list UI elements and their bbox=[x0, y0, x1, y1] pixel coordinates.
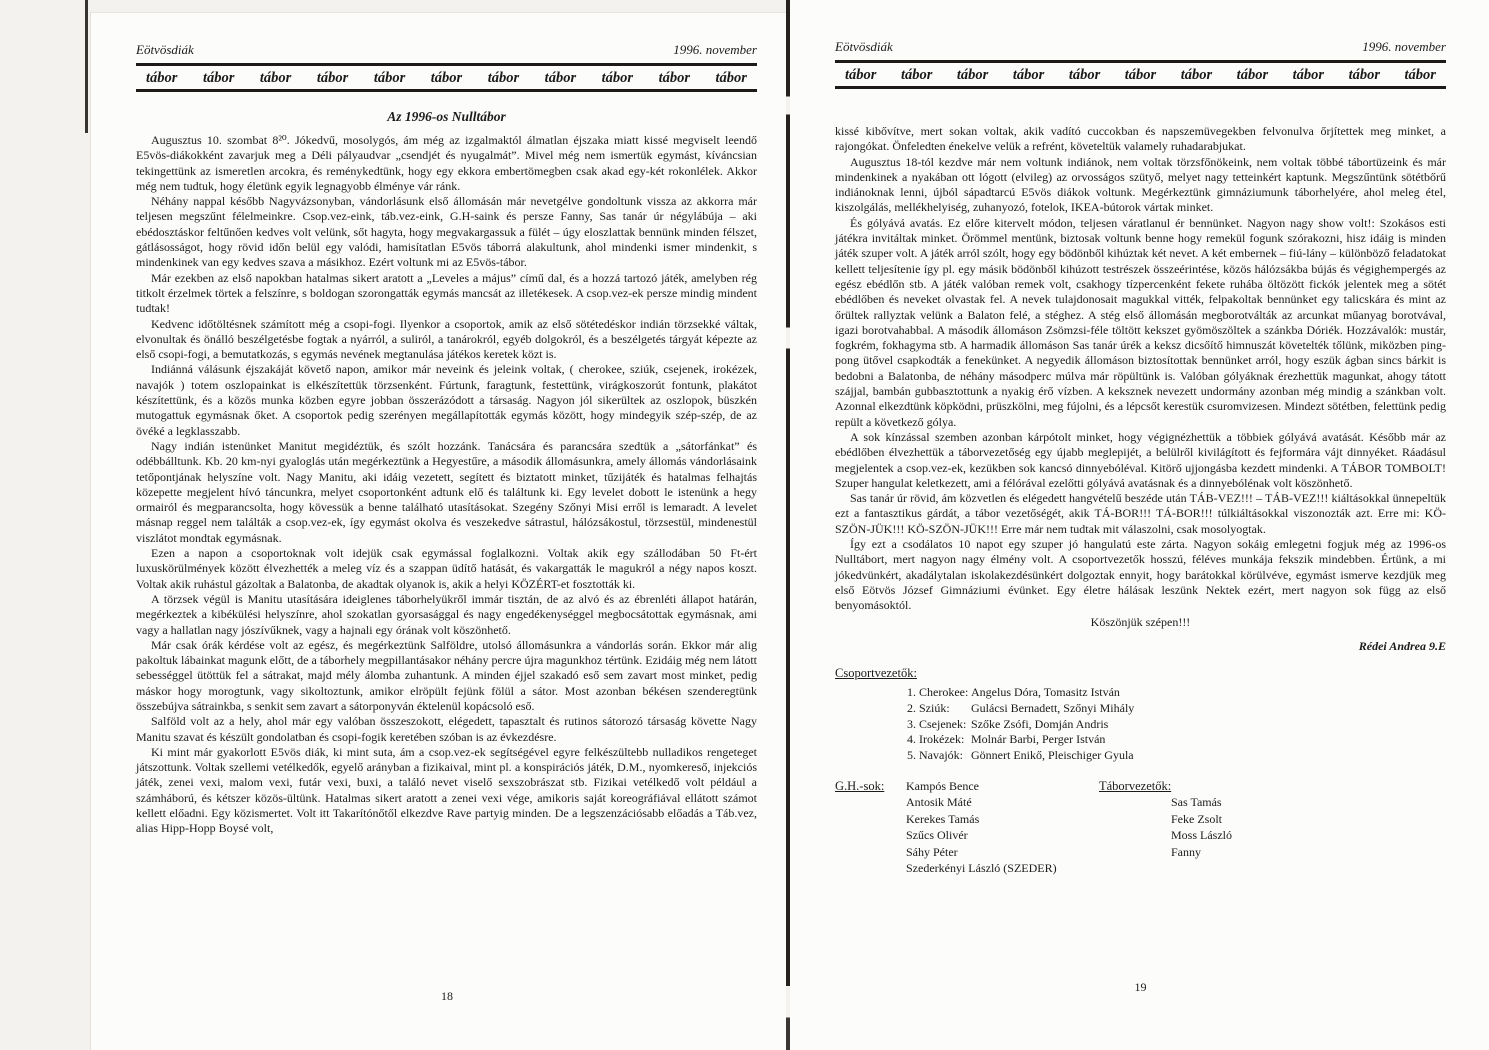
page-18 bbox=[90, 12, 786, 1050]
article-body-left bbox=[136, 133, 757, 837]
leader-names: Gönnert Enikő, Pleischiger Gyula bbox=[971, 748, 1134, 763]
list-item bbox=[907, 732, 1446, 748]
list-item: Szűcs Olivér bbox=[906, 828, 968, 843]
list-item: Antosik Máté bbox=[906, 795, 972, 810]
list-item: Moss László bbox=[1171, 828, 1232, 843]
band-word: tábor bbox=[900, 67, 933, 83]
page-header-left bbox=[136, 43, 757, 56]
paragraph: Augusztus 10. szombat 8²⁰. Jókedvű, mosolygós, ám még az izgalmaktól álmatlan éjszaka miatt kissé megviselt leendő E5vös-diákokként zavarjuk meg a Déli pályaudvar „csendjét és nyugalmát”. Mivel még nem ismertük egymást, kíváncsian tekingettünk az ismeretlen arcokra, és reménykedtünk, hogy egy ekkora embertömegben csak akad egy-két rokonlélek. Akkor még nem tudtuk, hogy életünk egyik legnagyobb élménye vár ránk. bbox=[136, 133, 757, 193]
leader-names: Angelus Dóra, Tomasitz István bbox=[971, 685, 1120, 700]
band-word: tábor bbox=[430, 70, 463, 86]
paragraph: Így ezt a csodálatos 10 napot egy szuper jó hangulatú este zárta. Nagyon sokáig emlegetni fogjuk még az 1996-os Nulltábort, mert nagyon nagy élmény volt. A csoportvezetők hosszú, féléves munkája fekszik mindebben. Értünk, a mi jókedvünkért, akadálytalan iskolakezdésünkért dolgoztak ennyit, hogy barátokkal körülvéve, egymást ismerve kezdjük meg első Eötvös József Gimnáziumi évünket. Egy életre hálásak leszünk Nektek ezért, mert nagyon sok függ az első benyomásoktól. bbox=[835, 537, 1446, 613]
band-word: tábor bbox=[259, 70, 292, 86]
list-item: Sas Tamás bbox=[1171, 795, 1222, 810]
band-word: tábor bbox=[715, 70, 747, 86]
author-signature: Rédei Andrea 9.E bbox=[1358, 638, 1446, 653]
band-word: tábor bbox=[1012, 67, 1045, 83]
list-item bbox=[907, 701, 1446, 717]
paragraph: Ezen a napon a csoportoknak volt idejük csak egymással foglalkozni. Voltak akik egy szállodában 50 Ft-ért luxuskörülmények között élvezhették a meleg víz és a szappan üdítő hatását, és vakargatták le magukról a négy napos koszt. Voltak akik ruhástul gázoltak a Balatonba, de akadtak olyanok is, akik a helyi KÖZÉRT-et fosztották ki. bbox=[136, 546, 757, 591]
group-leaders-section bbox=[835, 666, 1446, 764]
camp-leaders-section bbox=[1099, 778, 1232, 876]
list-item: Sáhy Péter bbox=[906, 844, 958, 859]
band-word: tábor bbox=[316, 70, 349, 86]
tribe-label: 3. Csejenek: bbox=[907, 716, 967, 731]
article-title: Az 1996-os Nulltábor bbox=[387, 109, 506, 124]
tribe-label: 4. Irokézek: bbox=[907, 732, 965, 747]
journal-title: Eötvösdiák bbox=[835, 39, 893, 54]
article-body-right bbox=[835, 124, 1446, 654]
band-word: tábor bbox=[1124, 67, 1157, 83]
band-word: tábor bbox=[202, 70, 235, 86]
issue-date: 1996. november bbox=[1362, 39, 1446, 54]
paragraph: Augusztus 18-tól kezdve már nem voltunk indiánok, nem voltak törzsfőnökeink, nem voltak többé tábortüzeink és már mindenkinek a nyakában ott lógott (elvileg) az orvosságos szütyő, melyet nagy tetteinkért kaptunk. Megszűntünk sötétbőrű indiánoknak lenni, újból sápadtarcú E5vös diákok voltunk. Megérkeztünk gimnáziumunk táborhelyére, ahol meleg étel, kiszolgálás, mellékhelyiség, zuhanyozó, fotelok, IKEA-bútorok vártak minket. bbox=[835, 154, 1446, 215]
band-word: tábor bbox=[956, 67, 989, 83]
paragraph: kissé kibővítve, mert sokan voltak, akik vadító cuccokban és napszemüvegekben felvonulva őrjítettek meg minket, a rajongókat. Önfeledten énekelve velük a refrént, követeltük valamely ruhadarabjukat. bbox=[835, 124, 1446, 154]
list-item: Szederkényi László (SZEDER) bbox=[906, 861, 1057, 876]
leader-names: Molnár Barbi, Perger István bbox=[971, 732, 1106, 747]
staff-columns bbox=[835, 778, 1446, 876]
list-item bbox=[907, 748, 1446, 764]
tribe-label: 2. Sziúk: bbox=[907, 700, 950, 715]
band-word: tábor bbox=[1068, 67, 1101, 83]
band-word: tábor bbox=[1348, 67, 1380, 83]
paragraph: Salföld volt az a hely, ahol már egy valóban összeszokott, elégedett, tapasztalt és rutinos sátorozó társaság követte Nagy Manitu szavat és készült gondolatban és csopi-fogik keretében szóban is az évkezdésre. bbox=[136, 714, 757, 744]
band-word: tábor bbox=[146, 70, 178, 86]
tabor-band-left bbox=[136, 63, 757, 92]
camp-leaders-list bbox=[1171, 794, 1232, 860]
paragraph: A sok kínzással szemben azonban kárpótolt minket, hogy végignézhettük a többiek gólyává avatását. Később már az ebédlőben élvezhettük a táborvezetőség egy újabb meglepijét, a belülről kivilágított és fejformára vájt dinnyéket. Ráadásul megjelentek a csop.vez-ek, kezükben sok kancsó dinnyebóléval. Kitörő ujjongásba kezdett mindenki. A TÁBOR TOMBOLT! Szuper hangulat keletkezett, ami a félórával ezelőtti gólyává avatásnak és a dinnyebólénak volt köszönhető. bbox=[835, 429, 1446, 490]
tabor-band-right bbox=[835, 60, 1446, 89]
band-word: tábor bbox=[1292, 67, 1325, 83]
gh-heading: G.H.-sok: bbox=[835, 779, 885, 794]
page-number-19: 19 bbox=[1134, 980, 1147, 994]
group-leaders-heading: Csoportvezetők: bbox=[835, 666, 917, 681]
gh-section bbox=[835, 778, 1099, 876]
paragraph: És gólyává avatás. Ez előre kitervelt módon, teljesen váratlanul ér bennünket. Nagyon nagy show volt!: Szokásos esti játékra invitáltak minket. Örömmel mentünk, biztosak voltunk benne hogy remekül fogunk szórakozni, hisz idáig is minden játék szuper volt. A játék arról szólt, hogy egy bödönből kihúztak két nevet. A két embernek – fiú-lány – különböző feladatokat kellett teljesítenie így pl. egy másik bödönből kihúzott testrészek összeérintése, közös hálózsákba bújás és végighempergés az egész ebédlőn stb. A játék valóban remek volt, csakhogy tízpercenként fekete ruhába öltözött fickók jelentek meg a sötét ebédlőben és neveket olvastak fel. A nevek tulajdonosait magukkal vitték, felpakoltak bennünket egy talicskára és mint az őrültek rallyztak velünk a Balaton felé, a stéghez. A stég első állomásán megborotválták az arcunkat műanyag borotvával, igazi borotvahabbal. A második állomáson Zsömzsi-féle töltött kekszet gyömöszöltek a szánkba Dóriék. Hozzávalók: mustár, fogkrém, fokhagyma stb. A harmadik állomáson Sas tanár úrék a keksz dicsőítő himnuszát követelték tőlünk, miközben ping-pong ütővel csapkodták a fenekünket. A negyedik állomáson biztosítottak bennünket arról, hogy eszük ágban sincs bárkit is bedobni a Balatonba, de néhány másodperc múlva már röpültünk is. Valóban gólyáknak érezhettük magunkat, ahogy tátott szájjal, bambán gubbasztottunk a nyakig érő vízben. A keksznek nevezett undormány azonban még mindig a szánkban volt. Azonnal elkezdtünk köpködni, prüszkölni, meg fújolni, és a lépcsőt kerestük csuromvizesen. Mindezt sötétben, felettünk pedig repült a következő gólya. bbox=[835, 215, 1446, 429]
band-word: tábor bbox=[1236, 67, 1269, 83]
page-header-right bbox=[835, 40, 1446, 53]
list-item: Feke Zsolt bbox=[1171, 811, 1222, 826]
band-word: tábor bbox=[658, 70, 690, 86]
thanks-line: Köszönjük szépen!!! bbox=[1090, 614, 1191, 629]
leader-names: Gulácsi Bernadett, Szőnyi Mihály bbox=[971, 700, 1135, 715]
list-item bbox=[907, 717, 1446, 733]
paragraph: Indiánná válásunk éjszakáját követő napon, amikor már neveink és jeleink voltak, ( cherokee, sziúk, csejenek, irokézek, navajók ) totem oszlopainkat is elkészítettük törzsenként. Fúrtunk, faragtunk, festettünk, virágkoszorút fontunk, plakátot készítettünk, és a közös munka közben egyre jobban összerázódott a társaság. Nagyon jól sikerültek az oszlopok, büszkén mutogattuk egymásnak őket. A csoportok pedig szerényen megállapították egymás között, hogy mindegyik szép-szép, de az övéké a legklasszabb. bbox=[136, 362, 757, 438]
journal-title: Eötvösdiák bbox=[136, 42, 194, 57]
page-19 bbox=[790, 0, 1489, 1050]
band-word: tábor bbox=[1404, 67, 1436, 83]
band-word: tábor bbox=[544, 70, 577, 86]
paragraph: A törzsek végül is Manitu utasítására ideiglenes táborhelyükről immár tisztán, de az alvó és az ébrenléti állapot határán, megérkeztek a kibékülési helyszínre, ahol szokatlan gyorsasággal és nagy engedékenységgel megbocsátottak egymásnak, ami vagy a hallatlan nagy jószívűknek, vagy a hajnali egy órának volt köszönhető. bbox=[136, 591, 757, 637]
tribe-label: 1. Cherokee: bbox=[907, 685, 969, 700]
paragraph: Már ezekben az első napokban hatalmas sikert aratott a „Leveles a május” című dal, és a hozzá tartozó játék, amelyben rég titkolt érzelmek törtek a felszínre, s boldogan szorongatták egymás mancsát az illetékesek. A csop.vez-ek persze mindig mindent tudtak! bbox=[136, 270, 757, 316]
paragraph: Kedvenc időtöltésnek számított még a csopi-fogi. Ilyenkor a csoportok, amik az első sötétedéskor indián törzsekké váltak, elvonultak és önálló beszélgetésbe fogtak a nyárról, a suliról, a tanárokról, egyéb dolgokról, és a beszélgetés tárgyát képezte az első csopi-fogi, a bemutatkozás, s egymás nevének megtanulása játékos keretek közt is. bbox=[136, 316, 757, 362]
paragraph: Nagy indián istenünket Manitut megidéztük, és szólt hozzánk. Tanácsára és parancsára szedtük a „sátorfánkat” és odébbálltunk. Kb. 20 km-nyi gyaloglás után megérkeztünk a Hegyestűre, a második állomásunkra, amely állomás vándorlásaink tetőpontjának helyszíne volt. Nagy Manitu, aki idáig vezetett, segített és biztatott minket, tűzijáték és hatalmas felhajtás közepette megjelent hívó táncunkra, melyet csoportonként adtunk elő és találtunk ki. Egy levelet dobott le istenünk a hegy ormairól és megparancsolta, hogy kövessük a benne található utasításokat. Szegény Szőnyi Misi erről is lemaradt. A levelet másnap reggel nem találták a csop.vez-ek, így egymást okolva és veszekedve sátrastul, hálózsákostul, törzsestül, mindenestül viszlátot mondtak egymásnak. bbox=[136, 438, 757, 545]
scan-edge-mark bbox=[85, 0, 88, 133]
band-word: tábor bbox=[487, 70, 520, 86]
list-item: Kerekes Tamás bbox=[906, 811, 980, 826]
tribe-label: 5. Navajók: bbox=[907, 748, 963, 763]
leader-names: Szőke Zsófi, Domján Andris bbox=[971, 716, 1109, 731]
issue-date: 1996. november bbox=[673, 42, 757, 57]
group-leaders-list bbox=[907, 685, 1446, 764]
band-word: tábor bbox=[373, 70, 406, 86]
paragraph: Ki mint már gyakorlott E5vös diák, ki mint suta, ám a csop.vez-ek segítségével egyre felkészültebb nulladikos rengeteget játszottunk. Voltak szellemi vetélkedők, egyelő arányban a fizikaival, mint pl. a konspirációs játék, D.M., nyomkereső, injekciós játék, zenei vexi, malom vexi, futár vexi, buxi, a találó nevet viselő sexszobrászat stb. Fizikai vetélkedő volt például a számháború, és kétszer közös-ültünk. Hatalmas sikert aratott a zenei vexi vége, amikoris saját koreográfiával ellátott számot kellett előadni. Egy közismertet. Volt itt Takarítónőtől elkezdve Rave partyig minden. De a legszenzációsabb előadás a Táb.vez, alias Hipp-Hopp Boysé volt, bbox=[136, 744, 757, 836]
gh-names-list bbox=[906, 778, 1057, 876]
paragraph: Már csak órák kérdése volt az egész, és megérkeztünk Salföldre, utolsó állomásunkra a vándorlás során. Ekkor már alig pakoltuk lábainkat magunk előtt, de a táborhely megpillantásakor néhány percre újra magunkhoz tértünk. Ezidáig még nem látott sebességgel ütöttük fel a sátrakat, majd mély álomba zuhantunk. A minden éjjel szakadó eső sem zavart most minket, pedig máskor hogy morogtunk, vagy sikoltoztunk, amikor elröpült fejünk fölül a sátor. Most azonban békésen szenderegtünk összebújva sátrainkba, s senkit sem zavart a sátorponyván éktelenül kopácsoló eső. bbox=[136, 637, 757, 713]
list-item bbox=[907, 685, 1446, 701]
page-number-18: 18 bbox=[441, 989, 453, 1003]
paragraph: Sas tanár úr rövid, ám közvetlen és elégedett hangvételű beszéde után TÁB-VEZ!!! – TÁB-VEZ!!! kiáltásokkal ünnepeltük ezt a fantasztikus gárdát, a tábor vezetőségét, akik TÁ-BOR!!! TÁ-BOR!!! túlkiáltásokkal viszonozták azt. Erre mi: KÖ-SZÖN-JÜK!!! KÖ-SZÖN-JÜK!!! Erre már nem tudtak mit válaszolni, csak mosolyogtak. bbox=[835, 491, 1446, 536]
paragraph: Néhány nappal később Nagyvázsonyban, vándorlásunk első állomásán már nevetgélve gondoltunk vissza az akkorra már teljesen megszűnt félelmeinkre. Csop.vez-eink, táb.vez-eink, G.H-saink és persze Fanny, Sas tanár úr négylábúja – aki ebédosztáskor feltűnően kedves volt velünk, sőt hagyta, hogy megvakargassuk a fülét – úgy eloszlattak bennünk minden félszet, gátlásosságot, hogy rövid időn belül egy valódi, hamisítatlan E5vös táborrá alakultunk, ahol mindenki ismer mindenkit, s mindenkinek van egy kedves szava a másikhoz. Ezért voltunk mi az E5vös-tábor. bbox=[136, 194, 757, 270]
camp-leaders-heading: Táborvezetők: bbox=[1099, 779, 1172, 794]
list-item: Fanny bbox=[1171, 844, 1201, 859]
band-word: tábor bbox=[601, 70, 634, 86]
band-word: tábor bbox=[1180, 67, 1213, 83]
band-word: tábor bbox=[845, 67, 877, 83]
list-item: Kampós Bence bbox=[906, 779, 979, 794]
